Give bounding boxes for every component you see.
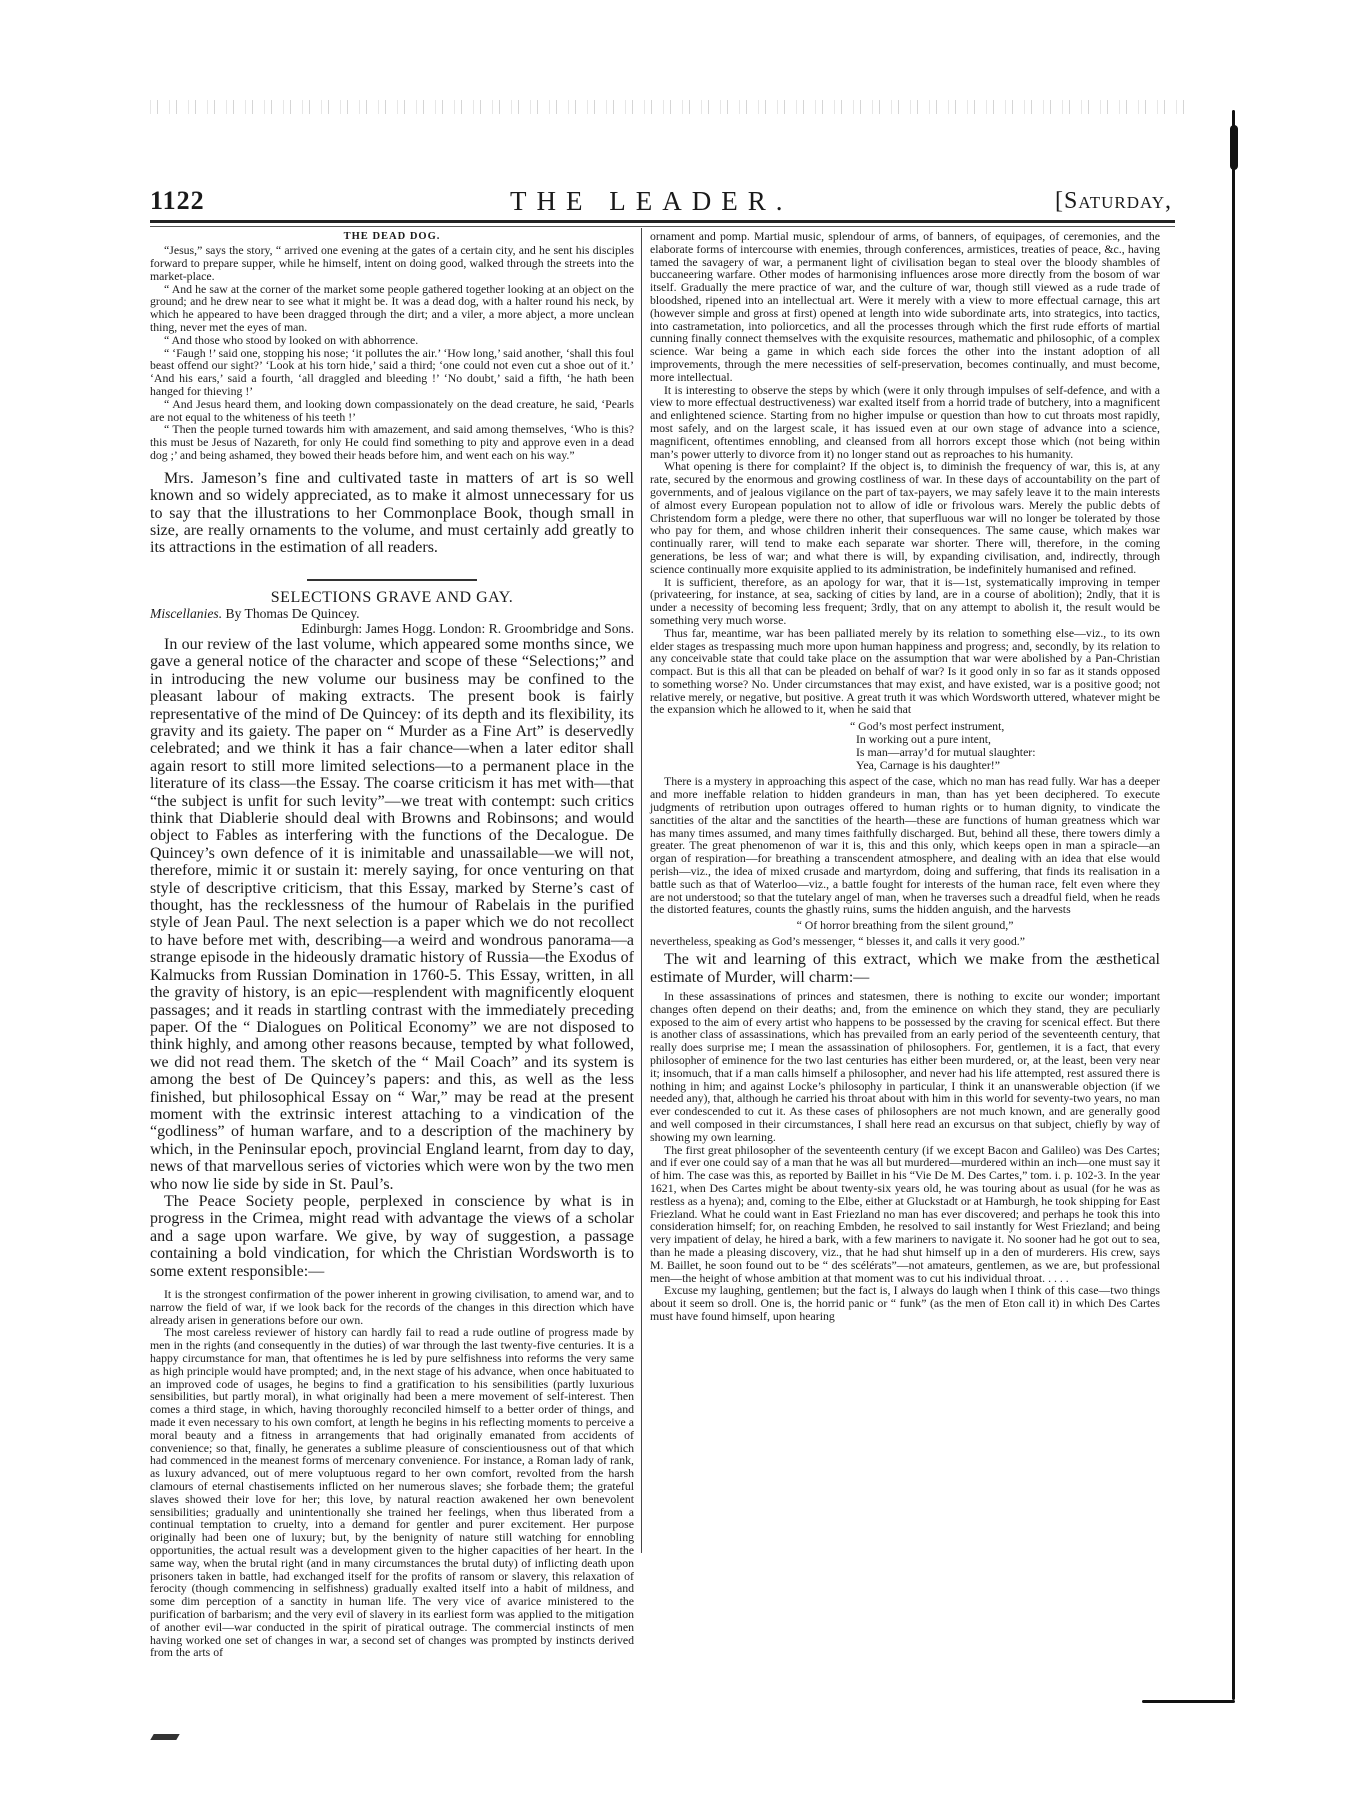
wordsworth-verse (850, 720, 1160, 771)
dead-dog-story (150, 244, 634, 462)
book-publisher: Edinburgh: James Hogg. London: R. Groombridge and Sons. (301, 620, 634, 636)
story-paragraph: “ Then the people turned towards him with amazement, and said among themselves, ‘Who is this? this must be Jesus of Nazareth, for only He could find something to pity and approve even in a dead dog ;’ and being ashamed, they bowed their heads before him, and went each on his way.” (150, 422, 634, 462)
section-divider (307, 579, 477, 581)
extract-paragraph: It is interesting to observe the steps by which (were it only through impulses of self-defence, and with a view to more effectual destructiveness) war exalted itself from a horrid trade of butchery, into a magnificent and enlightened science. Starting from no higher impulse or question than how to cut throats most rapidly, most safely, and on the largest scale, it has issued even at our own stage of advance into a science, magnificent, oftentimes ennobling, and cleansed from all horrors except those which (not being within man’s power utterly to divorce from it) no longer stand out as reproaches to his humanity. (650, 382, 1160, 461)
review-paragraph: In our review of the last volume, which appeared some months since, we gave a general notice of the character and scope of these “Selections;” and in introducing the new volume our business may be confined to the pleasant labour of making extracts. The present book is fairly representative of the mind of De Quincey: of its depth and its flexibility, its gravity and its gaiety. The paper on “ Murder as a Fine Art” is deservedly celebrated; and we think it has a fair chance—when a later editor shall again resort to still more limited selections—to a permanent place in the literature of its class—the Essay. The coarse criticism it has met with—that “the subject is unfit for such levity”—we treat with contempt: such critics think that Diablerie should deal with Browns and Robinsons; and would object to Fables as interfering with the functions of the Decalogue. De Quincey’s own defence of it is inimitable and unassailable—we will not, therefore, mimic it or sustain it: merely saying, for once venturing on that style of descriptive criticism, that this Essay, marked by Sterne’s cast of thought, has the recklessness of the humour of Rabelais in the purified style of Jean Paul. The next selection is a paper which we do not recollect to have before met with, describing—a weird and wondrous panorama—a strange episode in the hideously dramatic history of Russia—the Exodus of Kalmucks from Russian Domination in 1760-5. This Essay, written, in all the gravity of history, is an epic—resplendent with magnificently eloquent passages; and it reads in startling contrast with the immediately preceding paper. Of the “ Dialogues on Political Economy” we are not disposed to think highly, and among other reasons because, tempted by what followed, we did not read them. The sketch of the “ Mail Coach” and its system is among the best of De Quincey’s papers: and this, as well as the less finished, but philosophical Essay on “ War,” may be read at the present moment with the extrinsic interest attaching to a vindication of the “godliness” of human warfare, and to a description of the machinery by which, in the Peninsular epoch, provincial England learnt, from day to day, news of that marvellous series of victories which were won by the two men who now lie side by side in St. Paul’s. (150, 635, 634, 1193)
book-author: By Thomas De Quincey. (225, 605, 360, 621)
jameson-paragraph-block (150, 470, 634, 557)
story-paragraph: “ And he saw at the corner of the market some people gathered together looking at an object on the ground; and he drew near to see what it might be. It was a dead dog, with a halter round his neck, by which he appeared to have been dragged through the dirt; and a viler, a more abject, a more unclean thing, never met the eyes of man. (150, 281, 634, 334)
verse-line: Yea, Carnage is his daughter!” (856, 757, 1000, 772)
book-title: Miscellanies. (150, 605, 223, 621)
extract-paragraph: Excuse my laughing, gentlemen; but the fact is, I always do laugh when I think of this case—two things about it seem so droll. One is, the horrid panic or “ funk” (as the men of Eton call it) in which Des Cartes must have found himself, upon hearing (650, 1283, 1160, 1323)
page-edge-border (1232, 110, 1235, 1700)
verse-line-single: “ Of horror breathing from the silent ground,” (796, 918, 1014, 933)
story-paragraph: “ And Jesus heard them, and looking down compassionately on the dead creature, he said, ‘Pearls are not equal to the whiteness of his teeth !’ (150, 396, 634, 424)
war-extract-part-1 (150, 1288, 634, 1659)
war-extract-ending (650, 935, 1160, 948)
extract-paragraph: There is a mystery in approaching this aspect of the case, which no man has read fully. War has a deeper and more ineffable relation to hidden grandeurs in man, than has yet been deciphered. To execute judgments of retribution upon outrages offered to human rights or to human dignity, to vindicate the sanctities of the altar and the sanctities of the hearth—these are functions of human greatness which war has many times assumed, and many times faithfully discharged. But, behind all these, there towers dimly a greater. The great phenomenon of war it is, this and this only, which keeps open in man a spiracle—an organ of respiration—for breathing a transcendent atmosphere, and dealing with an idea that else would perish—viz., the idea of mixed crusade and martyrdom, doing and suffering, that finds its realisation in a battle such as that of Waterloo—viz., a battle fought for interests of the human race, felt even where they are not understood; so that the tutelary angel of man, when he traverses such a dreadful field, when he reads the distorted features, counts the ghastly ruins, sums the hidden anguish, and the harvests (650, 774, 1160, 917)
page-corner-border (1142, 1700, 1235, 1703)
masthead-rule-thin (150, 226, 1175, 227)
extract-paragraph: It is sufficient, therefore, as an apology for war, that it is—1st, systematically improving in temper (privateering, for instance, at sea, sacking of cities by land, are in a course of abolition); 2ndly, that it is under a necessity of becoming less frequent; 3rdly, that on any attempt to abolish it, the result would be something very much worse. (650, 574, 1160, 627)
verse-line: Is man—array’d for mutual slaughter: (856, 744, 1036, 759)
story-paragraph: “Jesus,” says the story, “ arrived one evening at the gates of a certain city, and he sent his disciples forward to prepare supper, while he himself, intent on doing good, walked through the streets into the market-place. (150, 243, 634, 283)
verse-line: “ God’s most perfect instrument, (850, 719, 1005, 734)
extract-paragraph: It is the strongest confirmation of the power inherent in growing civilisation, to amend war, and to narrow the field of war, if we look back for the records of the changes in this direction which have already arisen in generations before our own. (150, 1287, 634, 1327)
review-byline (150, 606, 634, 621)
masthead-rule (150, 220, 1175, 223)
extract-paragraph: The first great philosopher of the seventeenth century (if we except Bacon and Galileo) was Des Cartes; and if ever one could say of a man that he was all but murdered—murdered within an inch—one must say it of him. The case was this, as reported by Baillet in his “Vie De M. Des Cartes,” tom. i. p. 102-3. In the year 1621, when Des Cartes might be about twenty-six years old, he was touring about as usual (for he was as restless as a hyena); and, coming to the Elbe, either at Gluckstadt or at Hamburgh, he took shipping for East Friezland. What he could want in East Friezland no man has ever discovered; and perhaps he took this into consideration himself; for, on reaching Embden, he resolved to sail instantly for West Friezland; and being very impatient of delay, he hired a bark, with a few mariners to navigate it. No sooner had he got out to sea, than he made a pleasing discovery, viz., that he had shut himself up in a den of murderers. His crew, says M. Baillet, he soon found out to be “ des scélérats”—not amateurs, gentlemen, as we are, but professional men—the height of whose ambition at that moment was to cut his individual throat. . . . . (650, 1142, 1160, 1285)
review-paragraph: The wit and learning of this extract, which we make from the æsthetical estimate of Murder, will charm:— (650, 951, 1160, 986)
extract-paragraph: The most careless reviewer of history can hardly fail to read a rude outline of progress made by men in the rights (and consequently in the duties) of war through the last twenty-five centuries. It is a happy circumstance for man, that oftentimes he is led by pure selfishness into reforms the very same as high principle would have prompted; and, in the next stage of his advance, when once habituated to an improved code of usages, he begins to find a gratification to his sensibilities (partly luxurious sensibilities, but partly moral), in what originally had been a mere movement of self-interest. Then comes a third stage, in which, having thoroughly reconciled himself to a better order of things, and made it even necessary to his own comfort, at length he begins in his reflecting moments to perceive a moral beauty and a fitness in arrangements that had originally emanated from accidents of convenience; so that, finally, he generates a sublime pleasure of conscientiousness out of that which had commenced in the meanest forms of mercenary convenience. For instance, a Roman lady of rank, as luxury advanced, out of mere voluptuous regard to her own comfort, revolted from the harsh clamours of eternal chastisements inflicted on her numerous slaves; she forbade them; the grateful slaves showed their love for her; this love, by natural reaction awakened her own benevolent sensibilities; gradually and unintentionally she trained her feelings, when thus liberated from a continual temptation to cruelty, into a demand for gentler and purer excitement. Her purpose originally had been one of luxury; but, by the benignity of nature still watching for ennobling opportunities, the actual result was a development given to the higher capacities of her heart. In the same way, when the brutal right (and in many circumstances the brutal duty) of inflicting death upon prisoners taken in battle, had exchanged itself for the profits of ransom or slavery, this relaxation of ferocity (though commencing in selfishness) gradually exalted itself into a habit of mildness, and some dim perception of a sanctity in human life. The very vice of avarice ministered to the purification of barbarism; and the very evil of slavery in its earliest form was applied to the mitigation of another evil—war conducted in the spirit of piratical outrage. The commercial instincts of men having worked one set of changes in war, a second set of changes was prompted by instincts derived from the arts of (150, 1325, 634, 1660)
extract-paragraph: nevertheless, speaking as God’s messenger, “ blesses it, and calls it very good.” (650, 934, 1025, 949)
scan-noise-strip (150, 100, 1190, 114)
issue-day: [Saturday, (1054, 188, 1172, 214)
war-extract-part-2 (650, 230, 1160, 716)
scan-corner-mark (150, 1734, 179, 1740)
column-divider (641, 228, 642, 1553)
extract-paragraph: In these assassinations of princes and statesmen, there is nothing to excite our wonder; important changes often depend on their deaths; and, from the eminence on which they stand, they are peculiarly exposed to the aim of every artist who happens to be possessed by the craving for scenical effect. But there is another class of assassinations, which has prevailed from an early period of the seventeenth century, that really does surprise me; I mean the assassination of philosophers. For, gentlemen, it is a fact, that every philosopher of eminence for the two last centuries has either been murdered, or, at the least, been very near it; insomuch, that if a man calls himself a philosopher, and never had his life attempted, rest assured there is nothing in him; and against Locke’s philosophy in particular, I think it an unanswerable objection (if we needed any), that, although he carried his throat about with him in this world for seventy-two years, no man ever condescended to cut it. As these cases of philosophers are not much known, and are generally good and well composed in their circumstances, I shall here read an excursus on that subject, chiefly by way of showing my own learning. (650, 989, 1160, 1144)
page-number: 1122 (150, 186, 205, 215)
story-paragraph: “ ‘Faugh !’ said one, stopping his nose; ‘it pollutes the air.’ ‘How long,’ said another, ‘shall this foul beast offend our sight?’ ‘Look at his torn hide,’ said a third; ‘one could not even cut a shoe out of it.’ ‘And his ears,’ said a fourth, ‘all draggled and bleeding !’ ‘No doubt,’ said a fifth, ‘he hath been hanged for thieving !’ (150, 345, 635, 398)
review-body (150, 636, 634, 1280)
extract-paragraph: What opening is there for complaint? If the object is, to diminish the frequency of war, this is, at any rate, secured by the enormous and growing costliness of war. In these days of accountability on the part of governments, and of jealous vigilance on the part of tax-payers, we may safely leave it to the main interests of almost every European population not to allow of idle or frivolous wars. Merely the public debts of Christendom form a pledge, were there no other, that superfluous war will no longer be tolerated by those who pay for them, and whose children inherit their consequences. The same cause, which makes war continually rarer, will tend to make each separate war shorter. There will, therefore, in the coming generations, be less of war; and what there is will, by expanding civilisation, and, indirectly, through science continually more exquisite applied to its administration, be indefinitely humanised and refined. (650, 459, 1160, 576)
war-extract-part-3 (650, 775, 1160, 916)
left-column (150, 230, 634, 1659)
review-title: SELECTIONS GRAVE AND GAY. (270, 588, 514, 606)
extract-paragraph: ornament and pomp. Martial music, splendour of arms, of banners, of equipages, of ceremonies, and the elaborate forms of intercourse with enemies, through conferences, armistices, treaties of peace, &c., having tamed the savagery of war, a permanent light of civilisation began to steal over the bloody shambles of buccaneering warfare. Other modes of harmonising influences arose more directly from the bosom of war itself. Gradually the mere practice of war, and the culture of war, though still viewed as a rude trade of bloodshed, ripened into an intellectual art. Were it merely with a view to more effectual carnage, this art (however simple and gross at first) opened at length into wide subordinate arts, into strategics, into tactics, into castrametation, into poliorcetics, and all the processes through which the first rude efforts of martial cunning finally connect themselves with the exquisite resources, mathematic and philosophic, of a complex science. War being a game in which each side forces the other into the instant adoption of all improvements, through the mere necessities of self-preservation, becomes continually, and must become, more intellectual. (650, 229, 1160, 384)
right-column (650, 230, 1160, 1323)
masthead (150, 186, 1180, 216)
verse-line: In working out a pure intent, (856, 732, 991, 747)
extract-paragraph: Thus far, meantime, war has been palliated merely by its relation to something else—viz., to its own elder stages as trespassing much more upon human happiness and progress; and, secondly, by its relation to any conceivable state that could take place on the assumption that war were abolished by a Pan-Christian compact. But is this all that can be pleaded on behalf of war? Is it good only in so far as it stands opposed to something worse? No. Under circumstances that may exist, and have existed, war is a positive good; not relative merely, or negative, but positive. A great truth it was which Wordsworth uttered, whatever might be the expansion which he allowed to it, when he said that (650, 625, 1160, 717)
story-paragraph: “ And those who stood by looked on with abhorrence. (164, 332, 419, 347)
murder-intro (650, 951, 1160, 986)
jameson-paragraph: Mrs. Jameson’s fine and cultivated taste in matters of art is so well known and so widely appreciated, as to make it almost unnecessary for us to say that the illustrations to her Commonplace Book, though small in size, are really ornaments to the volume, and must certainly add greatly to its attractions in the estimation of all readers. (150, 469, 634, 557)
murder-extract (650, 990, 1160, 1323)
newspaper-title: THE LEADER. (510, 186, 793, 216)
dead-dog-heading: THE DEAD DOG. (343, 231, 441, 242)
review-paragraph: The Peace Society people, perplexed in conscience by what is in progress in the Crimea, might read with advantage the views of a scholar and a sage upon warfare. We give, by way of suggestion, a passage containing a bold vindication, for which the Christian Wordsworth is to some extent responsible:— (150, 1192, 634, 1280)
